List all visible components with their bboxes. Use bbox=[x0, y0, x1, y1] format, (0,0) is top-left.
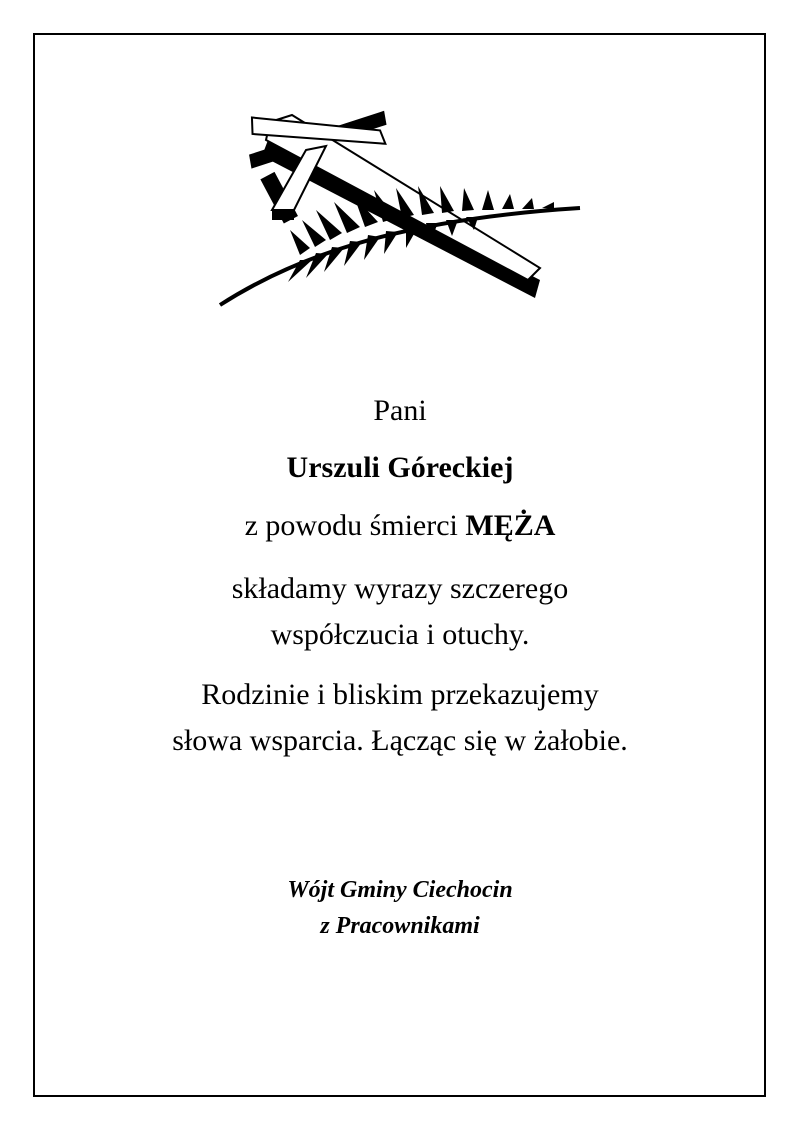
condolence-line-2: współczucia i otuchy. bbox=[270, 618, 530, 651]
reason-relation: MĘŻA bbox=[465, 509, 556, 542]
reason-line bbox=[0, 508, 800, 544]
recipient-name: Urszuli Góreckiej bbox=[286, 451, 514, 484]
condolence-message bbox=[0, 566, 800, 658]
cross-with-palm-branch-icon bbox=[210, 110, 590, 315]
condolence-line-1: składamy wyrazy szczerego bbox=[231, 572, 569, 605]
salutation: Pani bbox=[373, 394, 427, 427]
signature-line-2: z Pracownikami bbox=[320, 913, 480, 939]
signature bbox=[0, 872, 800, 944]
cross-icon bbox=[247, 110, 540, 298]
support-line-1: Rodzinie i bliskim przekazujemy bbox=[201, 678, 599, 711]
support-line-2: słowa wsparcia. Łącząc się w żałobie. bbox=[172, 724, 628, 757]
support-message bbox=[0, 672, 800, 764]
signature-line-1: Wójt Gminy Ciechocin bbox=[287, 877, 513, 903]
reason-prefix: z powodu śmierci bbox=[244, 509, 466, 542]
